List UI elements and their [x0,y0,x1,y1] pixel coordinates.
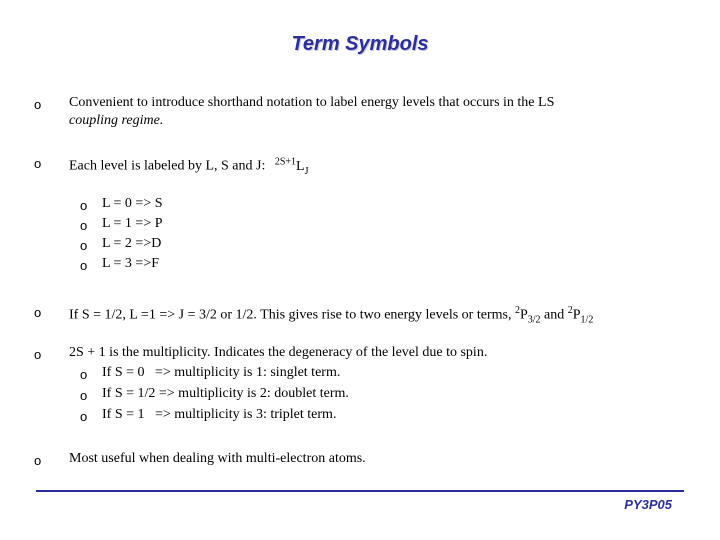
bullet-1-line-1: Convenient to introduce shorthand notation to label energy levels that occurs in the LS [69,95,555,110]
triplet-line: If S = 1 => multiplicity is 3: triplet term. [102,407,337,422]
course-code: PY3P05 [624,497,672,512]
bullet-4 [0,344,720,424]
term-2-j: 1/2 [580,314,594,326]
page-title: Term Symbols [291,33,429,55]
bullet-2-text: Each level is labeled by L, S and J: [69,158,266,174]
l-value-p: L = 1 => P [102,216,163,231]
bullet-marker: o [80,198,88,213]
bullet-2 [0,153,720,177]
bullet-4-text: 2S + 1 is the multiplicity. Indicates the degeneracy of the level due to spin. [69,345,488,360]
bullet-marker: o [80,409,88,424]
bullet-1 [0,94,720,130]
bullet-marker: o [80,367,88,382]
term-1-j: 3/2 [527,314,541,326]
l-value-f: L = 3 =>F [102,256,160,271]
term-1-multiplicity: 2 [514,305,520,316]
bullet-marker: o [34,97,42,112]
bullet-3-text: If S = 1/2, L =1 => J = 3/2 or 1/2. This gives rise to two energy levels or terms, [69,307,512,323]
bullet-1-line-2: coupling regime. [69,113,164,128]
bullet-5-text: Most useful when dealing with multi-electron atoms. [69,451,366,466]
l-values-list [0,195,720,279]
term-symbol [274,156,309,177]
bullet-marker: o [80,258,88,273]
bullet-marker: o [34,453,42,468]
bullet-marker: o [80,218,88,233]
bullet-marker: o [34,347,42,362]
term-symbol-multiplicity: 2S+1 [274,156,297,167]
bullet-marker: o [80,388,88,403]
term-symbol-J: J [304,165,309,177]
and-text: and [544,307,565,323]
doublet-line: If S = 1/2 => multiplicity is 2: doublet term. [102,386,349,401]
term-2-letter: P [572,307,581,323]
footer-divider [36,490,684,492]
term-1-letter: P [519,307,528,323]
bullet-5 [0,450,720,470]
singlet-line: If S = 0 => multiplicity is 1: singlet term. [102,365,341,380]
bullet-3 [0,302,720,326]
term-symbol-L: L [296,158,305,174]
l-value-s: L = 0 => S [102,196,163,211]
bullet-marker: o [34,305,42,320]
bullet-marker: o [80,238,88,253]
l-value-d: L = 2 =>D [102,236,162,251]
term-2-multiplicity: 2 [567,305,573,316]
bullet-marker: o [34,156,42,171]
